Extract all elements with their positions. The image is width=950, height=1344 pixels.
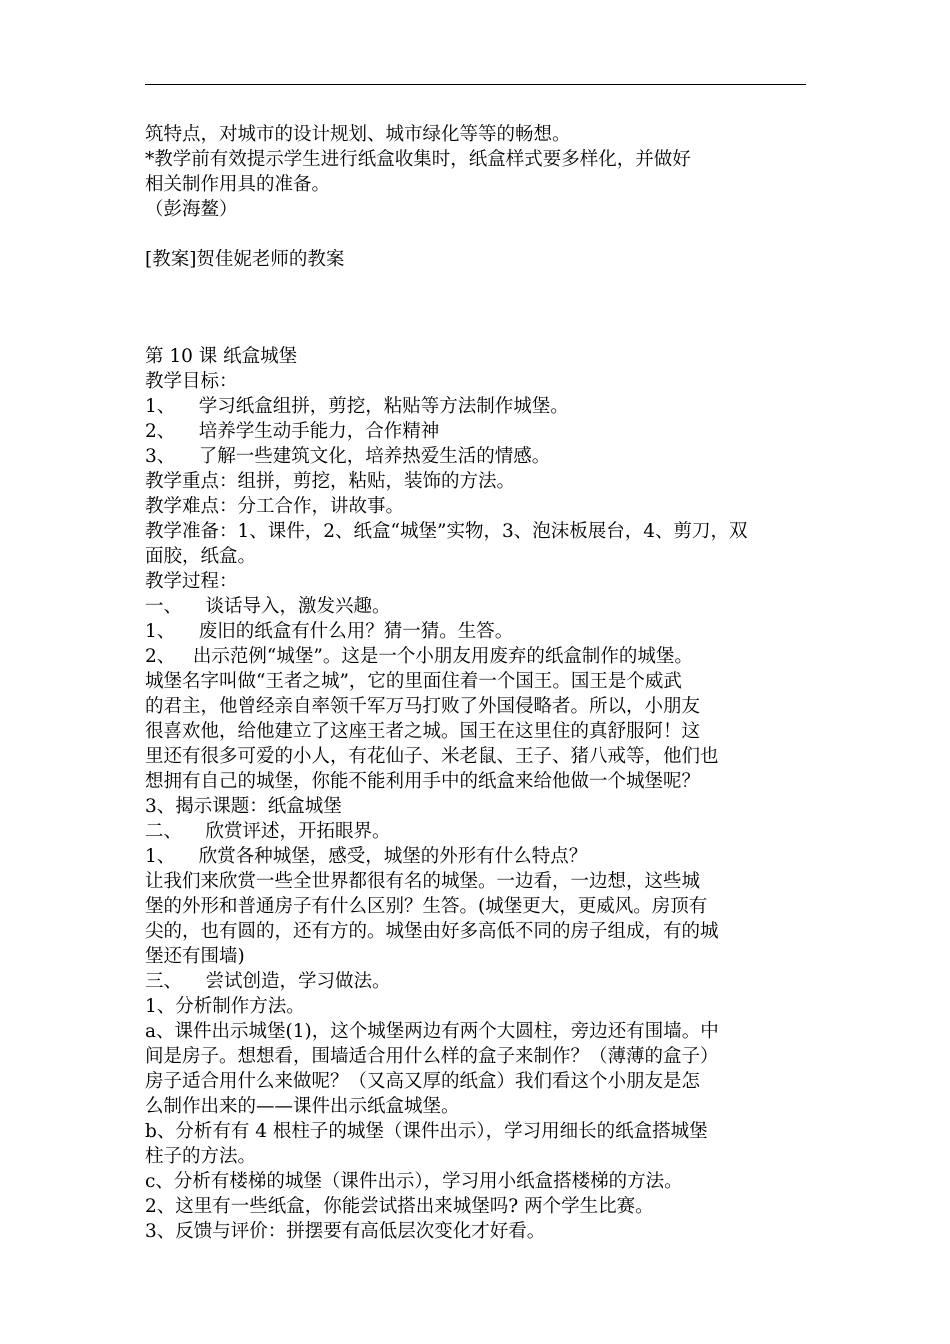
- text-line: 3、揭示课题：纸盒城堡: [145, 796, 342, 817]
- text-line: 堡的外形和普通房子有什么区别？生答。(城堡更大，更威风。房顶有: [145, 896, 708, 917]
- text-line: 一、 谈话导入，激发兴趣。: [145, 596, 391, 617]
- section-heading: 教学过程：: [145, 571, 238, 592]
- text-line: 教学难点：分工合作，讲故事。: [145, 496, 405, 517]
- lesson-title: 第 10 课 纸盒城堡: [145, 346, 298, 367]
- text-line: 么制作出来的——课件出示纸盒城堡。: [145, 1096, 460, 1117]
- text-line: 房子适合用什么来做呢？（又高又厚的纸盒）我们看这个小朋友是怎: [145, 1071, 701, 1092]
- text-line: 二、 欣赏评述，开拓眼界。: [145, 821, 391, 842]
- text-line: 教学重点：组拼，剪挖，粘贴，装饰的方法。: [145, 471, 516, 492]
- text-line: 1、 欣赏各种城堡，感受，城堡的外形有什么特点？: [145, 846, 588, 867]
- text-line: c、分析有楼梯的城堡（课件出示），学习用小纸盒搭楼梯的方法。: [145, 1171, 683, 1192]
- text-line: 堡还有围墙): [145, 946, 245, 967]
- section-heading: 教学目标：: [145, 371, 238, 392]
- header-rule: [145, 84, 806, 85]
- document-body: [145, 122, 810, 1244]
- text-line: 的君主，他曾经亲自率领千军万马打败了外国侵略者。所以，小朋友: [145, 696, 701, 717]
- intro-line: *教学前有效提示学生进行纸盒收集时，纸盒样式要多样化，并做好: [145, 149, 691, 170]
- author-credit: （彭海鳌）: [145, 199, 238, 220]
- text-line: 里还有很多可爱的小人，有花仙子、米老鼠、王子、猪八戒等，他们也: [145, 746, 719, 767]
- text-line: 很喜欢他，给他建立了这座王者之城。国王在这里住的真舒服阿！这: [145, 721, 701, 742]
- text-line: a、课件出示城堡(1)，这个城堡两边有两个大圆柱，旁边还有围墙。中: [145, 1021, 719, 1042]
- text-line: 2、 培养学生动手能力，合作精神: [145, 421, 440, 442]
- text-line: 想拥有自己的城堡，你能不能利用手中的纸盒来给他做一个城堡呢？: [145, 771, 701, 792]
- text-line: 2、 出示范例“城堡”。这是一个小朋友用废弃的纸盒制作的城堡。: [145, 646, 693, 667]
- text-line: 面胶，纸盒。: [145, 546, 257, 567]
- intro-line: 筑特点，对城市的设计规划、城市绿化等等的畅想。: [145, 124, 571, 145]
- text-line: 3、 了解一些建筑文化，培养热爱生活的情感。: [145, 446, 551, 467]
- text-line: 1、 学习纸盒组拼，剪挖，粘贴等方法制作城堡。: [145, 396, 569, 417]
- plan-header: [教案]贺佳妮老师的教案: [145, 249, 345, 270]
- text-line: b、分析有有 4 根柱子的城堡（课件出示），学习用细长的纸盒搭城堡: [145, 1121, 708, 1142]
- text-line: 3、反馈与评价：拼摆要有高低层次变化才好看。: [145, 1221, 546, 1242]
- text-line: 让我们来欣赏一些全世界都很有名的城堡。一边看，一边想，这些城: [145, 871, 701, 892]
- text-line: 尖的，也有圆的，还有方的。城堡由好多高低不同的房子组成，有的城: [145, 921, 719, 942]
- text-line: 柱子的方法。: [145, 1146, 257, 1167]
- text-line: 城堡名字叫做“王者之城”，它的里面住着一个国王。国王是个威武: [145, 671, 682, 692]
- text-line: 三、 尝试创造，学习做法。: [145, 971, 391, 992]
- text-line: 1、 废旧的纸盒有什么用？猜一猜。生答。: [145, 621, 514, 642]
- text-line: 2、这里有一些纸盒，你能尝试搭出来城堡吗? 两个学生比赛。: [145, 1196, 654, 1217]
- text-line: 1、分析制作方法。: [145, 996, 305, 1017]
- text-line: 间是房子。想想看，围墙适合用什么样的盒子来制作？（薄薄的盒子）: [145, 1046, 719, 1067]
- intro-line: 相关制作用具的准备。: [145, 174, 331, 195]
- text-line: 教学准备：1、课件，2、纸盒“城堡”实物，3、泡沫板展台，4、剪刀，双: [145, 521, 748, 542]
